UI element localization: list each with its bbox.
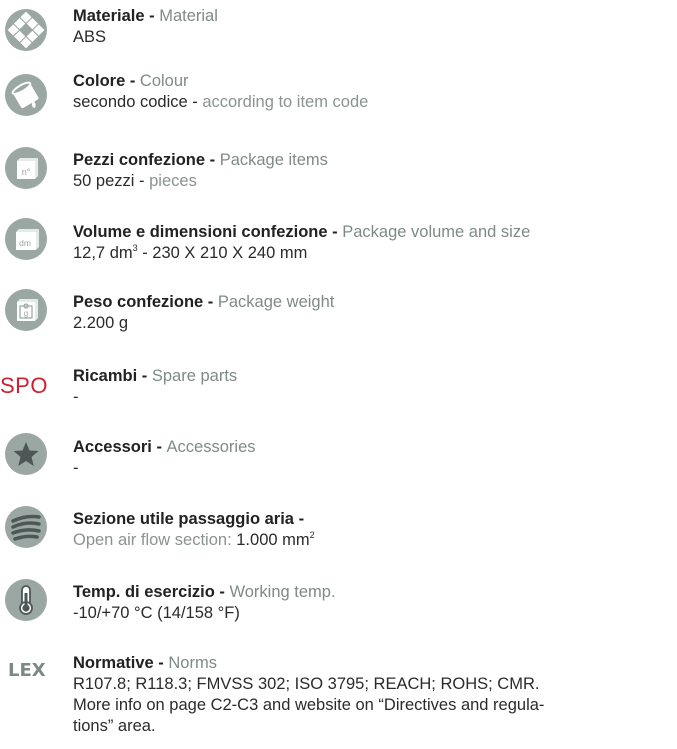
paint-bucket-icon — [5, 74, 47, 116]
norms-line-2: More info on page C2-C3 and website on “Directives and regula- — [73, 696, 545, 714]
norms-line-1: R107.8; R118.3; FMVSS 302; ISO 3795; REACH; ROHS; CMR. — [73, 675, 540, 693]
norms-line-3: tions” area. — [73, 717, 156, 735]
package-volume-icon — [5, 218, 47, 260]
working-temp-title: Temp. di esercizio - — [73, 583, 230, 601]
colour-title-en: Colour — [139, 72, 189, 90]
thermometer-icon — [5, 579, 47, 621]
material-value: ABS — [73, 28, 107, 46]
working-temp-value: -10/+70 °C (14/158 °F) — [73, 604, 240, 622]
material-title-en: Material — [159, 7, 218, 25]
spare-parts-title: Ricambi - — [73, 367, 152, 385]
spare-parts-title-en: Spare parts — [151, 367, 238, 385]
package-weight-icon-text: g — [23, 309, 29, 318]
package-items-value-en: pieces — [149, 172, 197, 190]
norms-title-en: Norms — [168, 654, 217, 672]
package-items-title-en: Package items — [219, 151, 328, 169]
package-items-value: 50 pezzi - — [73, 172, 150, 190]
package-weight-value: 2.200 g — [73, 314, 129, 332]
accessories-title-en: Accessories — [166, 438, 256, 456]
accessories-value: - — [73, 459, 79, 477]
package-volume-value: 12,7 dm — [73, 244, 133, 262]
material-title: Materiale - — [73, 7, 160, 25]
package-weight-icon — [5, 289, 47, 331]
air-flow-icon — [5, 506, 47, 548]
package-volume-title: Volume e dimensioni confezione - — [73, 223, 343, 241]
air-flow-label-en: Open air flow section: — [73, 531, 232, 549]
package-volume-icon-text: dm — [19, 238, 31, 248]
norms-title: Normative - — [73, 654, 169, 672]
accessories-title: Accessori - — [73, 438, 167, 456]
air-flow-sup: 2 — [309, 529, 315, 540]
working-temp-title-en: Working temp. — [229, 583, 336, 601]
lex-logo: LEX — [8, 660, 46, 681]
air-flow-title: Sezione utile passaggio aria - — [73, 510, 305, 528]
package-weight-title: Peso confezione - — [73, 293, 218, 311]
package-volume-size: - 230 X 210 X 240 mm — [137, 244, 308, 262]
package-count-icon-text: n° — [21, 167, 31, 177]
spare-parts-logo: SPO — [0, 373, 48, 398]
colour-value-en: according to item code — [202, 93, 369, 111]
package-weight-title-en: Package weight — [217, 293, 335, 311]
air-flow-value: 1.000 mm — [231, 531, 310, 549]
package-count-icon — [5, 147, 47, 189]
material-pattern-icon — [5, 9, 47, 51]
colour-title: Colore - — [73, 72, 140, 90]
spare-parts-value: - — [73, 388, 79, 406]
package-items-title: Pezzi confezione - — [73, 151, 220, 169]
star-icon — [5, 433, 47, 475]
package-volume-sup: 3 — [132, 242, 138, 253]
colour-value: secondo codice - — [73, 93, 203, 111]
package-volume-title-en: Package volume and size — [342, 223, 531, 241]
